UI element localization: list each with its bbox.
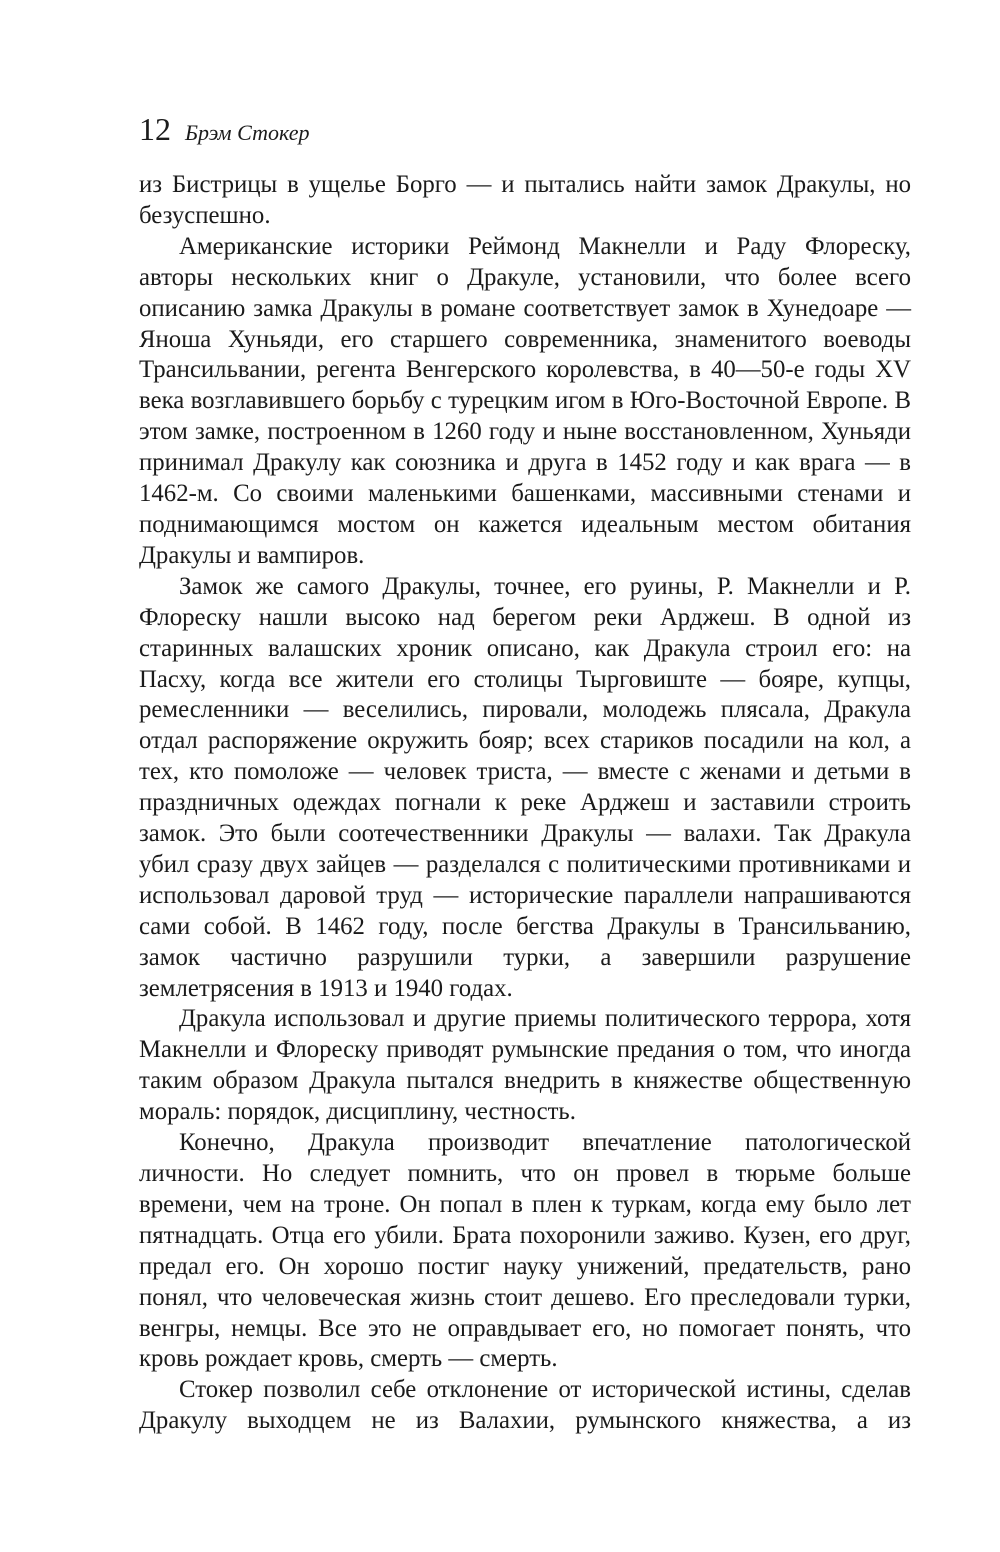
paragraph-pathological-personality: Конечно, Дракула производит впечатление патологической личности. Но следует помнить, что он провел в тюрьме больше времени, чем на троне. Он попал в плен к туркам, когда ему было лет пятнадцать. Отца его убили. Брата похоронили заживо. Кузен, его друг, предал его. Он хорошо постиг науку унижений, предательств, рано понял, что человеческая жизнь стоит дешево. Его преследовали турки, венгры, немцы. Все это не оправдывает его, но помогает понять, что кровь рождает кровь, смерть — смерть.	[139, 1129, 911, 1373]
body-text	[139, 170, 911, 1437]
running-head	[139, 110, 309, 152]
paragraph-hunedoara-castle: Американские историки Реймонд Макнелли и Раду Флореску, авторы нескольких книг о Дракуле, установили, что более всего описанию замка Дракулы в романе соответствует замок в Хунедоаре — Яноша Хуньяди, его старшего современника, знаменитого воеводы Трансильвании, регента Венгерского королевства, в 40—50-е годы XV века возглавившего борьбу с турецким игом в Юго-Восточной Европе. В этом замке, построенном в 1260 году и ныне восстановленном, Хуньяди принимал Дракулу как союзника и друга в 1452 году и как врага — в 1462-м. Со своими маленькими башенками, массивными стенами и поднимающимся мостом он кажется идеальным местом обитания Дракулы и вампиров.	[139, 232, 911, 569]
running-head-author: Брэм Стокер	[185, 120, 310, 145]
paragraph-stoker-deviation: Стокер позволил себе отклонение от исторической истины, сделав Дракулу выходцем не из Валахии, румынского княжества, а из	[139, 1376, 911, 1435]
paragraph-continuation: из Бистрицы в ущелье Борго — и пытались найти замок Дракулы, но безуспешно.	[139, 171, 911, 229]
paragraph-dracula-castle-ruins: Замок же самого Дракулы, точнее, его руины, Р. Макнелли и Р. Флореску нашли высоко над берегом реки Арджеш. В одной из старинных валашских хроник описано, как Дракула строил его: на Пасху, когда все жители его столицы Тырговиште — бояре, купцы, ремесленники — веселились, пировали, молодежь плясала, Дракула отдал распоряжение окружить бояр; всех стариков посадили на кол, а тех, кто помоложе — человек триста, — вместе с женами и детьми в праздничных одеждах погнали к реке Арджеш и заставили строить замок. Это были соотечественники Дракулы — валахи. Так Дракула убил сразу двух зайцев — разделался с политическими противниками и использовал даровой труд — исторические параллели напрашиваются сами собой. В 1462 году, после бегства Дракулы в Трансильванию, замок частично разрушили турки, а завершили разрушение землетрясения в 1913 и 1940 годах.	[139, 572, 911, 1002]
paragraph-political-terror: Дракула использовал и другие приемы политического террора, хотя Макнелли и Флореску приводят румынские предания о том, что иногда таким образом Дракула пытался внедрить в княжестве общественную мораль: порядок, дисциплину, честность.	[139, 1005, 911, 1126]
page-number: 12	[139, 111, 171, 147]
